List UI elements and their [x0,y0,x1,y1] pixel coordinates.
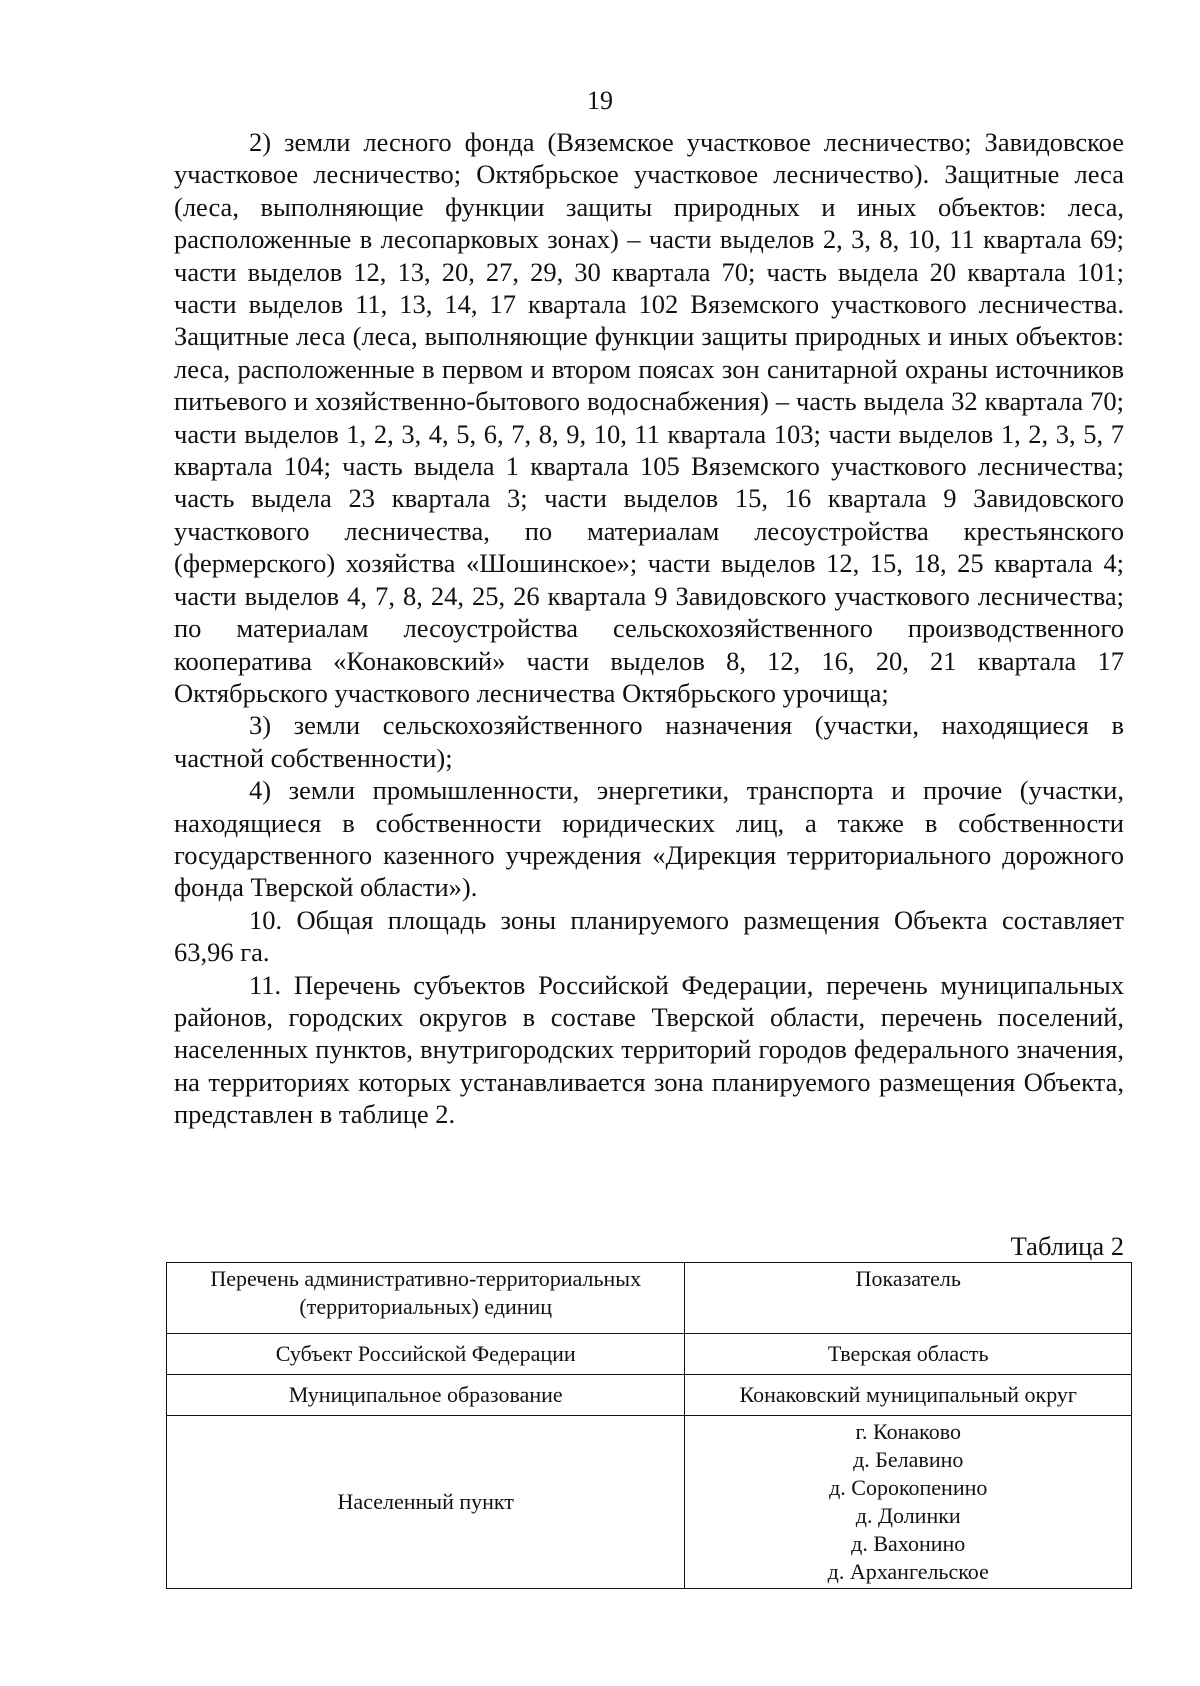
settlement-item: д. Сорокопенино [829,1475,988,1500]
settlement-item: д. Белавино [853,1447,964,1472]
table-cell-value: Тверская область [685,1334,1132,1375]
table-header-indicator: Показатель [685,1263,1132,1334]
settlement-item: д. Архангельское [827,1559,989,1584]
table-header-units: Перечень административно-территориальных (территориальных) единиц [167,1263,685,1334]
territorial-units-table [166,1262,1132,1589]
table-cell-label: Субъект Российской Федерации [167,1334,685,1375]
settlement-item: д. Вахонино [851,1531,966,1556]
table-row [167,1334,1132,1375]
table-caption: Таблица 2 [1010,1231,1124,1261]
table-cell-value: Конаковский муниципальный округ [685,1375,1132,1416]
body-text [174,126,1124,1131]
paragraph-agricultural-lands: 3) земли сельскохозяйственного назначения (участки, находящиеся в частной собственности); [174,710,1124,773]
settlement-item: г. Конаково [855,1419,961,1444]
table-cell-label: Муниципальное образование [167,1375,685,1416]
table-row-settlements [167,1416,1132,1589]
table-row [167,1375,1132,1416]
table-cell-label: Населенный пункт [167,1416,685,1589]
settlement-item: д. Долинки [855,1503,961,1528]
settlement-list [685,1416,1132,1589]
paragraph-total-area: 10. Общая площадь зоны планируемого размещения Объекта составляет 63,96 га. [174,904,1124,968]
paragraph-industrial-lands: 4) земли промышленности, энергетики, транспорта и прочие (участки, находящиеся в собственности юридических лиц, а также в собственности государственного казенного учреждения «Дирекция территориального дорожного фонда Тверской области»). [174,775,1124,903]
paragraph-forest-lands: 2) земли лесного фонда (Вяземское участковое лесничество; Завидовское участковое лесничество; Октябрьское участковое лесничество). Защитные леса (леса, выполняющие функции защиты природных и иных объектов: леса, расположенные в лесопарковых зонах) – части выделов 2, 3, 8, 10, 11 квартала 69; части выделов 12, 13, 20, 27, 29, 30 квартала 70; часть выдела 20 квартала 101; части выделов 11, 13, 14, 17 квартала 102 Вяземского участкового лесничества. Защитные леса (леса, выполняющие функции защиты природных и иных объектов: леса, расположенные в первом и втором поясах зон санитарной охраны источников питьевого и хозяйственно-бытового водоснабжения) – часть выдела 32 квартала 70; части выделов 1, 2, 3, 4, 5, 6, 7, 8, 9, 10, 11 квартала 103; части выделов 1, 2, 3, 5, 7 квартала 104; часть выдела 1 квартала 105 Вяземского участкового лесничества; часть выдела 23 квартала 3; части выделов 15, 16 квартала 9 Завидовского участкового лесничества, по материалам лесоустройства крестьянского (фермерского) хозяйства «Шошинское»; части выделов 12, 15, 18, 25 квартала 4; части выделов 4, 7, 8, 24, 25, 26 квартала 9 Завидовского участкового лесничества; по материалам лесоустройства сельскохозяйственного производственного кооператива «Конаковский» части выделов 8, 12, 16, 20, 21 квартала 17 Октябрьского участкового лесничества Октябрьского урочища; [174,127,1124,708]
paragraph-territories-list: 11. Перечень субъектов Российской Федерации, перечень муниципальных районов, городских округов в составе Тверской области, перечень поселений, населенных пунктов, внутригородских территорий городов федерального значения, на территориях которых устанавливается зона планируемого размещения Объекта, представлен в таблице 2. [174,969,1124,1130]
table-header-row [167,1263,1132,1334]
page-number: 19 [587,86,613,115]
